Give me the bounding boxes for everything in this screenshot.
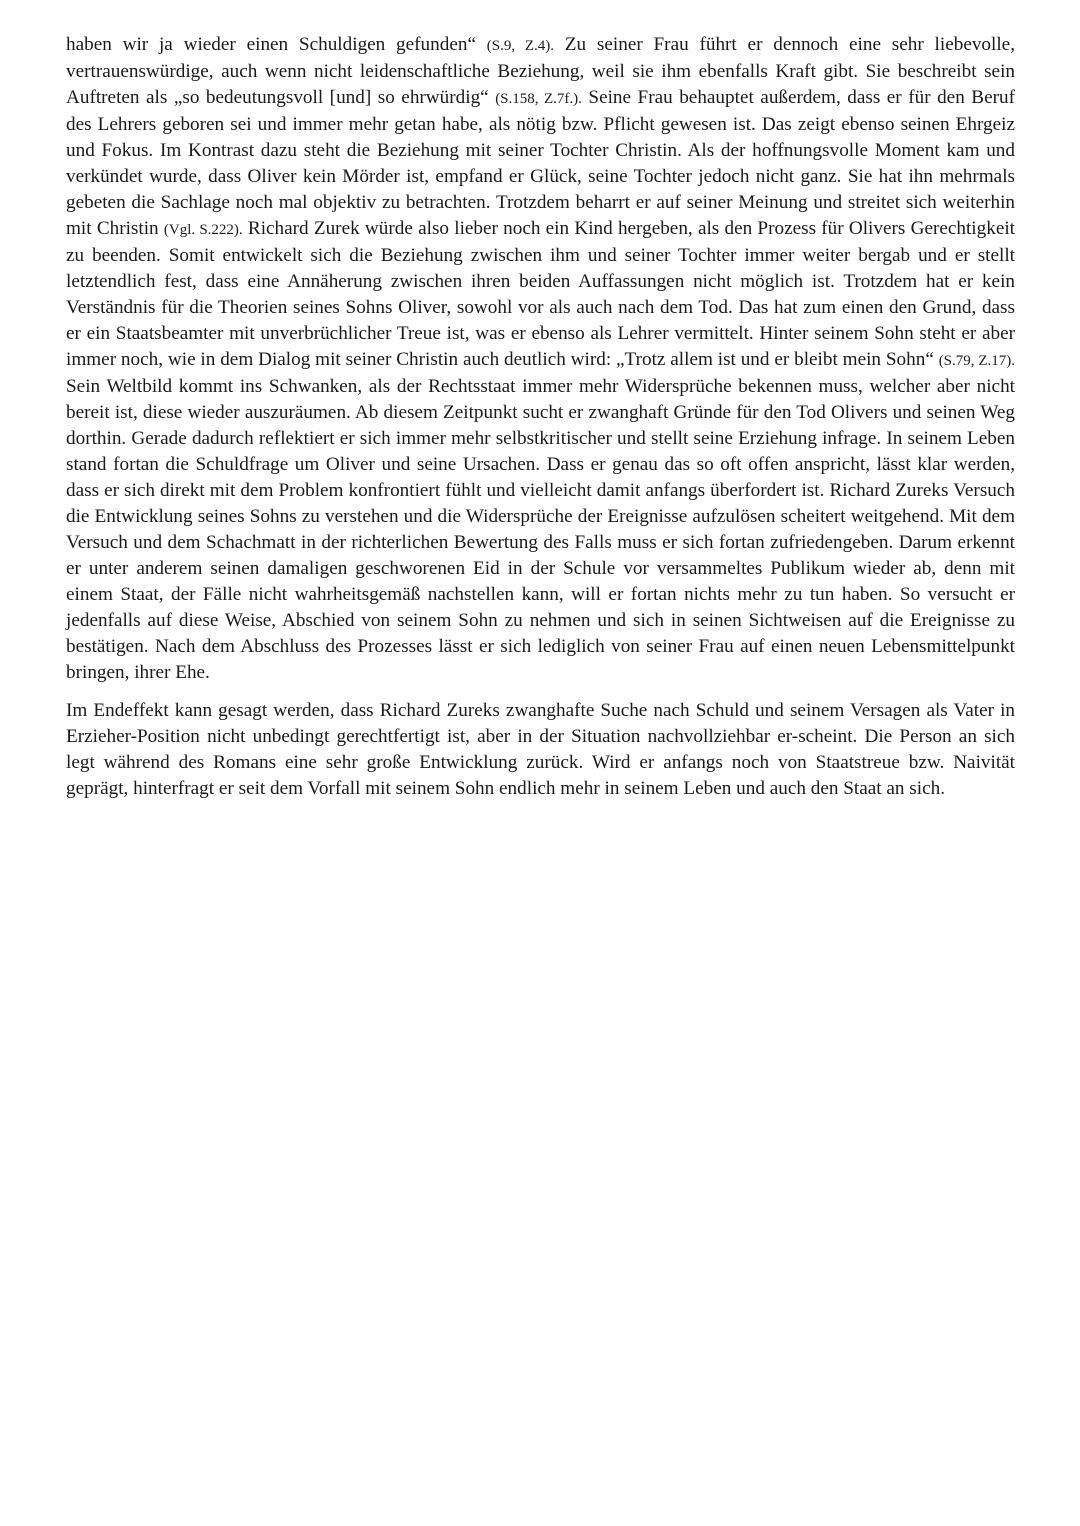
page-citation: (Vgl. S.222).	[163, 222, 243, 238]
paragraph-text: Im Endeffekt kann gesagt werden, dass Richard Zureks zwanghafte Suche nach Schuld und seinem Versagen als Vater in Erzieher-Position nicht unbedingt gerechtfertigt ist, aber in der Situation nachvollziehbar er-scheint. Die Person an sich legt während des Romans eine sehr große Entwicklung zurück. Wird er anfangs noch von Staatstreue bzw. Naivität geprägt, hinterfragt er seit dem Vorfall mit seinem Sohn endlich mehr in seinem Leben und auch den Staat an sich.	[66, 700, 1015, 799]
paragraph-text: haben wir ja wieder einen Schuldigen gefunden“	[66, 34, 487, 55]
document-page	[66, 32, 1015, 802]
paragraph-text: Sein Weltbild kommt ins Schwanken, als der Rechtsstaat immer mehr Widersprüche bekennen muss, welcher aber nicht bereit ist, diese wieder auszuräumen. Ab diesem Zeitpunkt sucht er zwanghaft Gründe für den Tod Olivers und seinen Weg dorthin. Gerade dadurch reflektiert er sich immer mehr selbstkritischer und stellt seine Erziehung infrage. In seinem Leben stand fortan die Schuldfrage um Oliver und seine Ursachen. Dass er genau das so oft offen anspricht, lässt klar werden, dass er sich direkt mit dem Problem konfrontiert fühlt und vielleicht damit anfangs überfordert ist. Richard Zureks Versuch die Entwicklung seines Sohns zu verstehen und die Widersprüche der Ereignisse aufzulösen scheitert weitgehend. Mit dem Versuch und dem Schachmatt in der richterlichen Bewertung des Falls muss er sich fortan zufriedengeben. Darum erkennt er unter anderem seinen damaligen geschworenen Eid in der Schule vor versammeltes Publikum wieder ab, denn mit einem Staat, der Fälle nicht wahrheitsgemäß nachstellen kann, will er fortan nichts mehr zu tun haben. So versucht er jedenfalls auf diese Weise, Abschied von seinem Sohn zu nehmen und sich in seinen Sichtweisen auf die Ereignisse zu bestätigen. Nach dem Abschluss des Prozesses lässt er sich lediglich von seiner Frau auf einen neuen Lebensmittelpunkt bringen, ihrer Ehe.	[66, 376, 1015, 683]
paragraph-text: Zu seiner Frau führt er dennoch eine sehr liebevolle, vertrauenswürdige, auch wenn nicht leidenschaftliche Beziehung, weil sie ihm ebenfalls Kraft gibt. Sie beschreibt sein Auftreten als „so bedeutungsvoll [und] so ehrwürdig“	[66, 34, 1015, 108]
page-citation: (S.158, Z.7f.).	[495, 91, 582, 107]
body-paragraph-1	[66, 32, 1015, 686]
conclusion-paragraph	[66, 698, 1015, 802]
paragraph-text: Seine Frau behauptet außerdem, dass er für den Beruf des Lehrers geboren sei und immer mehr getan habe, als nötig bzw. Pflicht gewesen ist. Das zeigt ebenso seinen Ehrgeiz und Fokus. Im Kontrast dazu steht die Beziehung mit seiner Tochter Christin. Als der hoffnungsvolle Moment kam und verkündet wurde, dass Oliver kein Mörder ist, empfand er Glück, seine Tochter jedoch nicht ganz. Sie hat ihn mehrmals gebeten die Sachlage noch mal objektiv zu betrachten. Trotzdem beharrt er auf seiner Meinung und streitet sich weiterhin mit Christin	[66, 87, 1015, 239]
page-citation: (S.79, Z.17).	[938, 353, 1015, 369]
paragraph-text: Richard Zurek würde also lieber noch ein Kind hergeben, als den Prozess für Olivers Gerechtigkeit zu beenden. Somit entwickelt sich die Beziehung zwischen ihm und seiner Tochter immer weiter bergab und er stellt letztendlich fest, dass eine Annäherung zwischen ihren beiden Auffassungen nicht möglich ist. Trotzdem hat er kein Verständnis für die Theorien seines Sohns Oliver, sowohl vor als auch nach dem Tod. Das hat zum einen den Grund, dass er ein Staatsbeamter mit unverbrüchlicher Treue ist, was er ebenso als Lehrer vermittelt. Hinter seinem Sohn steht er aber immer noch, wie in dem Dialog mit seiner Christin auch deutlich wird: „Trotz allem ist und er bleibt mein Sohn“	[66, 218, 1016, 370]
page-citation: (S.9, Z.4).	[486, 38, 555, 54]
